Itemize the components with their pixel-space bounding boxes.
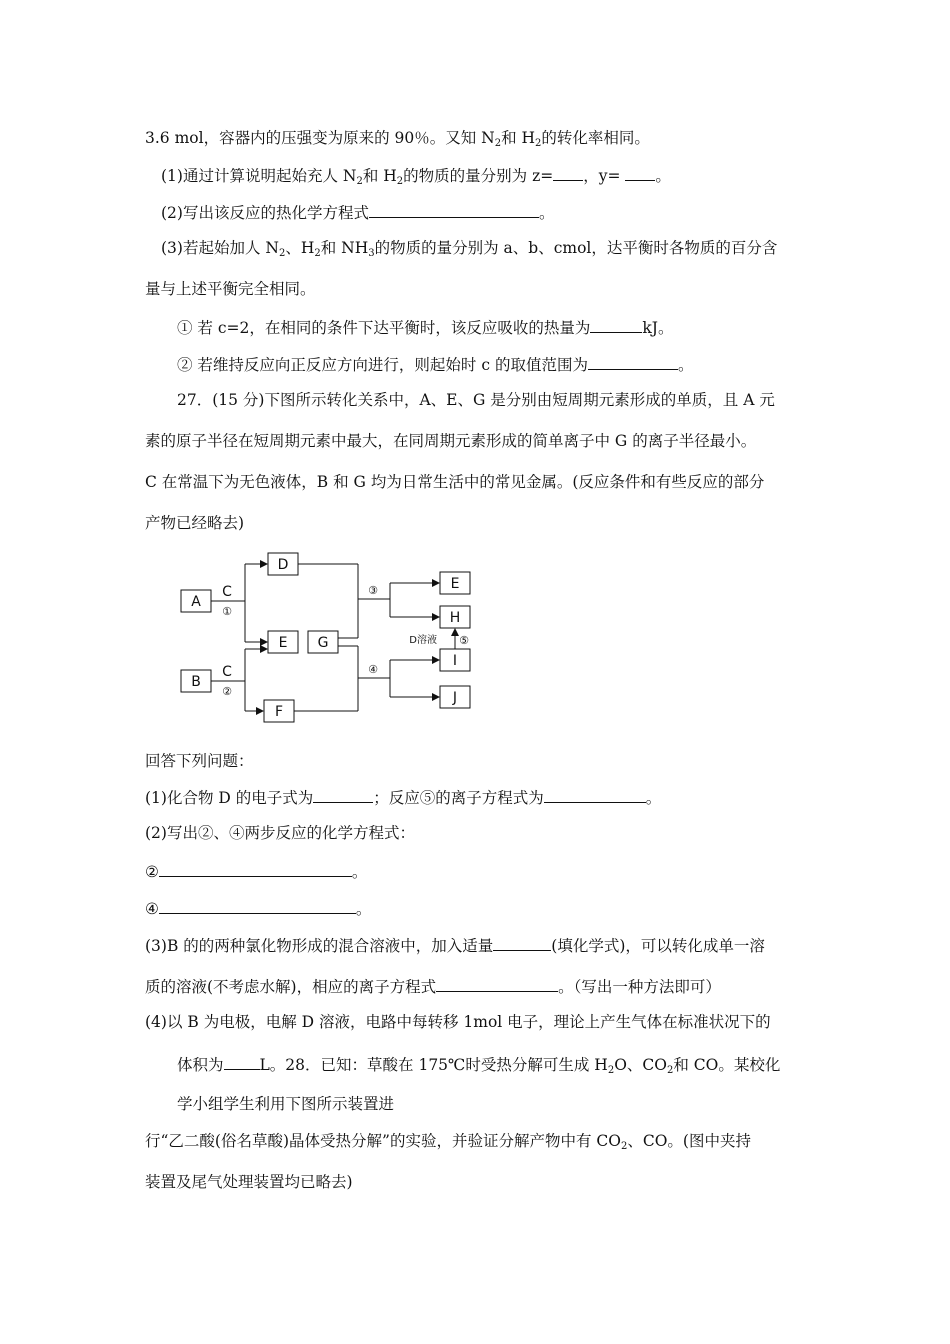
label-d-solution: D溶液 <box>409 635 437 646</box>
answer-2-step4: ④ 。 <box>145 897 371 919</box>
label-i: I <box>452 653 458 669</box>
answer-blank-equation-4[interactable] <box>159 897 356 914</box>
step-5-marker: ⑤ <box>459 634 469 647</box>
answer-1: (1)化合物 D 的电子式为 ；反应⑤的离子方程式为 。 <box>145 786 661 808</box>
problem-28-line-2: 行“乙二酸(俗名草酸)晶体受热分解”的实验，并验证分解产物中有 $CO_2$、CO。(图中夹持 <box>145 1132 751 1152</box>
answer-2-step2: ② 。 <box>145 860 367 882</box>
answer-blank-ionic-equation-3[interactable] <box>436 975 558 992</box>
question-3: (3)若起始加人 $N_2$、$H_2$和 $NH_3$的物质的量分别为 a、b、cmol，达平衡时各物质的百分含 <box>161 239 778 259</box>
problem-27-line-4: 产物已经略去) <box>145 514 245 532</box>
label-j: J <box>452 690 458 706</box>
label-c-bottom: C <box>222 664 232 680</box>
label-e1: E <box>278 635 288 651</box>
answer-4: (4)以 B 为电极，电解 D 溶液，电路中每转移 1mol 电子，理论上产生气体在标准状况下的 <box>145 1013 771 1031</box>
step-1-marker: ① <box>222 605 232 618</box>
label-a: A <box>191 594 201 610</box>
question-3-cont: 量与上述平衡完全相同。 <box>145 280 316 298</box>
question-3-i: ① 若 c=2，在相同的条件下达平衡时，该反应吸收的热量为 kJ。 <box>177 316 674 338</box>
problem-27-line-3: C 在常温下为无色液体，B 和 G 均为日常生活中的常见金属。(反应条件和有些反应的部分 <box>145 473 765 491</box>
step-2-marker: ② <box>222 685 232 698</box>
answer-blank-z[interactable] <box>553 164 583 181</box>
problem-28-line-3: 装置及尾气处理装置均已略去) <box>145 1173 353 1191</box>
answer-3-cont: 质的溶液(不考虑水解)，相应的离子方程式 。（写出一种方法即可） <box>145 975 721 997</box>
label-c-top: C <box>222 584 232 600</box>
answer-blank-gas-volume[interactable] <box>224 1053 260 1070</box>
answer-blank-c-range[interactable] <box>588 353 678 370</box>
answer-blank-thermo-equation[interactable] <box>369 201 539 218</box>
problem-27-line-2: 素的原子半径在短周期元素中最大，在同周期元素形成的简单离子中 G 的离子半径最小。 <box>145 432 757 450</box>
answer-blank-electron-formula[interactable] <box>313 786 373 803</box>
problem-27-line-1: 27．(15 分)下图所示转化关系中，A、E、G 是分别由短周期元素形成的单质，且 A 元 <box>177 391 775 409</box>
answer-blank-y[interactable] <box>625 164 655 181</box>
question-3-ii: ② 若维持反应向正反应方向进行，则起始时 c 的取值范围为 。 <box>177 353 693 375</box>
label-e2: E <box>450 576 460 592</box>
label-h: H <box>449 610 461 626</box>
answer-blank-ionic-equation-5[interactable] <box>544 786 646 803</box>
label-d: D <box>277 557 289 573</box>
answer-blank-reagent[interactable] <box>493 934 551 951</box>
step-3-marker: ③ <box>368 584 378 597</box>
label-g: G <box>317 635 329 651</box>
answer-4-cont: 体积为 L。28．已知：草酸在 175℃时受热分解可生成 $H_2O$、$CO_2$和 CO。某校化 <box>177 1053 780 1075</box>
reaction-flow-diagram <box>175 548 475 728</box>
text-line-continuation: 3.6 mol，容器内的压强变为原来的 90％。又知 $N_2$和 $H_2$的转化率相同。 <box>145 129 650 149</box>
answer-3: (3)B 的的两种氯化物形成的混合溶液中，加入适量 (填化学式)，可以转化成单一溶 <box>145 934 765 956</box>
problem-28-line-1: 学小组学生利用下图所示装置进 <box>177 1095 395 1113</box>
answer-blank-heat[interactable] <box>590 316 642 333</box>
step-4-marker: ④ <box>368 663 378 676</box>
answers-intro: 回答下列问题： <box>145 752 254 770</box>
answer-blank-equation-2[interactable] <box>159 860 352 877</box>
answer-2: (2)写出②、④两步反应的化学方程式： <box>145 824 415 842</box>
question-2: (2)写出该反应的热化学方程式 。 <box>161 201 554 223</box>
label-b: B <box>191 674 201 690</box>
label-f: F <box>274 704 284 720</box>
question-1: (1)通过计算说明起始充人 $N_2$和 $H_2$的物质的量分别为 z= ，y= 。 <box>161 164 671 186</box>
